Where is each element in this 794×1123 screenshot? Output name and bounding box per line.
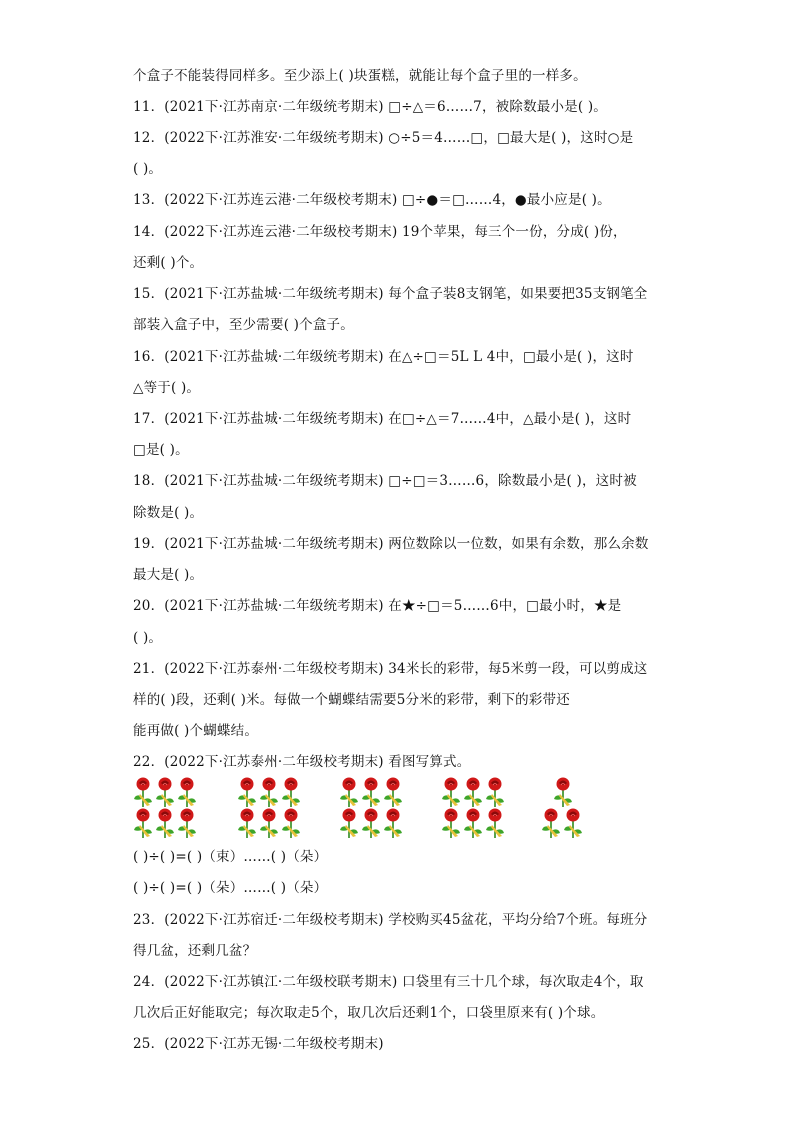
text-line: △等于( )。 — [133, 380, 201, 396]
text-line: 能再做( )个蝴蝶结。 — [133, 723, 259, 739]
text-line: ( )。 — [133, 161, 163, 177]
question-23: 23．(2022下·江苏宿迁·二年级校考期末) 学校购买45盆花，平均分给7个班。每班分 — [133, 912, 648, 928]
flower-group-4 — [442, 778, 504, 839]
flower-illustration — [130, 775, 600, 843]
flower-group-1 — [134, 778, 196, 839]
question-19: 19．(2021下·江苏盐城·二年级统考期末) 两位数除以一位数，如果有余数，那么余数 — [133, 536, 649, 552]
question-25: 25．(2022下·江苏无锡·二年级校考期末) — [133, 1036, 384, 1052]
question-18: 18．(2021下·江苏盐城·二年级统考期末) □÷□＝3……6，除数最小是( )，这时被 — [133, 473, 637, 489]
question-15: 15．(2021下·江苏盐城·二年级统考期末) 每个盒子装8支钢笔，如果要把35支钢笔全 — [133, 286, 648, 302]
text-line: 得几盆，还剩几盆？ — [133, 943, 257, 959]
flower-group-5 — [542, 778, 582, 839]
text-line: 样的( )段，还剩( )米。每做一个蝴蝶结需要5分米的彩带，剩下的彩带还 — [133, 692, 570, 708]
text-line: 个盒子不能装得同样多。至少添上( )块蛋糕，就能让每个盒子里的一样多。 — [133, 68, 587, 84]
question-21: 21．(2022下·江苏泰州·二年级校考期末) 34米长的彩带，每5米剪一段，可以剪成这 — [133, 661, 648, 677]
question-11: 11．(2021下·江苏南京·二年级统考期末) □÷△＝6……7，被除数最小是( )。 — [133, 99, 607, 115]
text-line: 几次后正好能取完；每次取走5个，取几次后还剩1个，口袋里原来有( )个球。 — [133, 1005, 605, 1021]
text-line: 除数是( )。 — [133, 505, 204, 521]
flower-group-3 — [340, 778, 402, 839]
question-14: 14．(2022下·江苏连云港·二年级校考期末) 19个苹果，每三个一份，分成( )份， — [133, 224, 627, 240]
text-line: 最大是( )。 — [133, 567, 204, 583]
question-12: 12．(2022下·江苏淮安·二年级统考期末) ○÷5＝4……□，□最大是( )，这时○是 — [133, 130, 634, 146]
text-line: 还剩( )个。 — [133, 255, 204, 271]
text-line: □是( )。 — [133, 442, 189, 458]
question-24: 24．(2022下·江苏镇江·二年级校联考期末) 口袋里有三十几个球，每次取走4个，取 — [133, 974, 644, 990]
question-22: 22．(2022下·江苏泰州·二年级校考期末) 看图写算式。 — [133, 754, 471, 770]
text-line: ( )。 — [133, 630, 163, 646]
flower-group-2 — [238, 778, 300, 839]
text-line: 部装入盒子中，至少需要( )个盒子。 — [133, 317, 354, 333]
answer-line-2: ( )÷( )=( )（朵）……( )（朵） — [133, 880, 328, 896]
question-16: 16．(2021下·江苏盐城·二年级统考期末) 在△÷□＝5L L 4中，□最小是( )，这时 — [133, 349, 634, 365]
question-20: 20．(2021下·江苏盐城·二年级统考期末) 在★÷□＝5……6中，□最小时，★是 — [133, 598, 622, 614]
question-17: 17．(2021下·江苏盐城·二年级统考期末) 在□÷△＝7……4中，△最小是( )，这时 — [133, 411, 632, 427]
question-13: 13．(2022下·江苏连云港·二年级校考期末) □÷●＝□……4，●最小应是( )。 — [133, 192, 611, 208]
answer-line-1: ( )÷( )=( )（束）……( )（朵） — [133, 849, 328, 865]
